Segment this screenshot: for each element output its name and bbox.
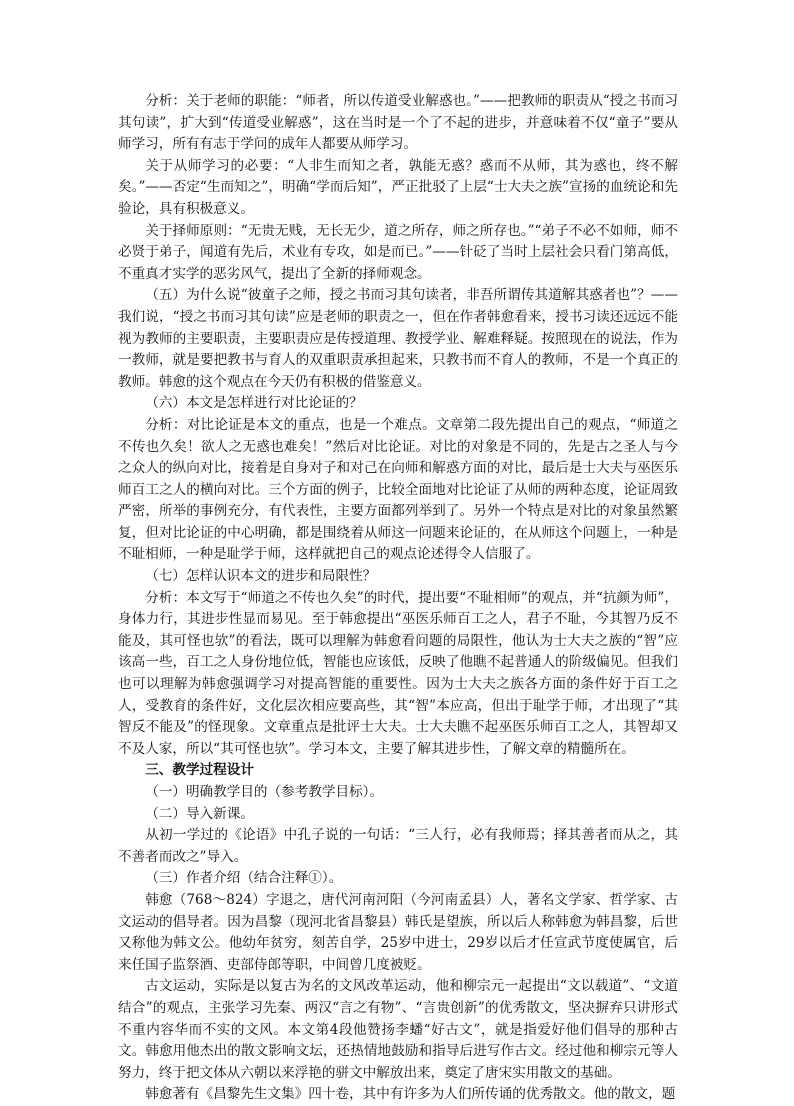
- paragraph-necessity-of-learning: 关于从师学习的必要：“人非生而知之者，孰能无惑？惑而不从师，其为惑也，终不解矣。”——否定“生而知之”，明确“学而后知”，严正批驳了上层“士大夫之族”宣扬的血统论和先验论，具有积极意义。: [118, 157, 678, 217]
- paragraph-teacher-function: 分析：关于老师的职能：“师者，所以传道受业解惑也。”——把教师的职责从“授之书而习其句读”，扩大到“传道受业解惑”，这在当时是一个了不起的进步，并意味着不仅“童子”要从师学习，所有有志于学问的成年人都要从师学习。: [118, 93, 678, 153]
- step-3-author: （三）作者介绍（结合注释①）。: [145, 870, 343, 887]
- step-2-introduction: （二）导入新课。: [145, 805, 254, 822]
- question-6-heading: （六）本文是怎样进行对比论证的？: [145, 395, 363, 412]
- question-7-heading: （七）怎样认识本文的进步和局限性？: [145, 568, 377, 585]
- paragraph-works: 韩愈著有《昌黎先生文集》四十卷，其中有许多为人们所传诵的优秀散文。他的散文，题: [145, 1086, 676, 1103]
- paragraph-teacher-selection: 关于择师原则：“无贵无贱，无长无少，道之所存，师之所存也。”“弟子不必不如师，师不必贤于弟子，闻道有先后，术业有专攻，如是而已。”——针砭了当时上层社会只看门第高低，不重真才实学的恶劣风气，提出了全新的择师观念。: [118, 222, 678, 282]
- paragraph-progress-limitation: 分析：本文写于“师道之不传也久矣”的时代，提出要“不耻相师”的观点，并“抗颜为师”，身体力行，其进步性显而易见。至于韩愈提出“巫医乐师百工之人，君子不耻，今其智乃反不能及，其可怪也欤”的看法，既可以理解为韩愈看问题的局限性，他认为士大夫之族的“智”应该高一些，百工之人身份地位低，智能也应该低，反映了他瞧不起普通人的阶级偏见。但我们也可以理解为韩愈强调学习对提高智能的重要性。因为士大夫之族各方面的条件好于百工之人，受教育的条件好，文化层次相应要高些，其“智”本应高，但出于耻学于师，才出现了“其智反不能及”的怪现象。文章重点是批评士大夫。士大夫瞧不起巫医乐师百工之人，其智却又不及人家，所以“其可怪也欤”。学习本文，主要了解其进步性，了解文章的精髓所在。: [118, 589, 678, 757]
- paragraph-classical-prose-movement: 古文运动，实际是以复古为名的文风改革运动，他和柳宗元一起提出“文以载道”、“文道结合”的观点，主张学习先秦、两汉“言之有物”、“言贵创新”的优秀散文，坚决摒弃只讲形式不重内容华而不实的文风。本文第4段他赞扬李蟠“好古文”，就是指爱好他们倡导的那种古文。韩愈用他杰出的散文影响文坛，还热情地鼓励和指导后进写作古文。经过他和柳宗元等人努力，终于把文体从六朝以来浮艳的骈文中解放出来，奠定了唐宋实用散文的基础。: [118, 978, 678, 1081]
- document-body: [118, 91, 678, 1106]
- paragraph-han-yu-bio: 韩愈（768～824）字退之，唐代河南河阳（今河南孟县）人，著名文学家、哲学家、古文运动的倡导者。因为昌黎（现河北省昌黎县）韩氏是望族，所以后人称韩愈为韩昌黎，后世又称他为韩文公。他幼年贫穷，刻苦自学，25岁中进士，29岁以后才任宣武节度使属官，后来任国子监祭酒、吏部侍郎等职，中间曾几度被贬。: [118, 891, 678, 973]
- step-1-purpose: （一）明确教学目的（参考教学目标）。: [145, 784, 384, 800]
- paragraph-confucius-quote: 从初一学过的《论语》中孔子说的一句话：“三人行，必有我师焉；择其善者而从之，其不善者而改之”导入。: [118, 827, 678, 865]
- paragraph-question-5: （五）为什么说“彼童子之师，授之书而习其句读者，非吾所谓传其道解其惑者也”？——我们说，“授之书而习其句读”应是老师的职责之一，但在作者韩愈看来，授书习读还远远不能视为教师的主要职责，主要职责应是传授道理、教授学业、解难释疑。按照现在的说法，作为一教师，就是要把教书与育人的双重职责承担起来，只教书而不育人的教师，不是一个真正的教师。韩愈的这个观点在今天仍有积极的借鉴意义。: [118, 287, 678, 390]
- section-heading-teaching-process: 三、教学过程设计: [145, 762, 254, 779]
- paragraph-contrast-analysis: 分析：对比论证是本文的重点，也是一个难点。文章第二段先提出自己的观点，“师道之不传也久矣！欲人之无惑也难矣！”然后对比论证。对比的对象是不同的，先是古之圣人与今之众人的纵向对比，接着是自身对子和对己在向师和解惑方面的对比，最后是士大夫与巫医乐师百工之人的横向对比。三个方面的例子，比较全面地对比论证了从师的两种态度，论证周致严密，所举的事例充分，有代表性，主要方面都列举到了。另外一个特点是对比的对象虽然繁复，但对比论证的中心明确，都是围绕着从师这一问题来论证的，在从师这个问题上，一种是不耻相师，一种是耻学于师，这样就把自己的观点论述得令人信服了。: [118, 416, 678, 563]
